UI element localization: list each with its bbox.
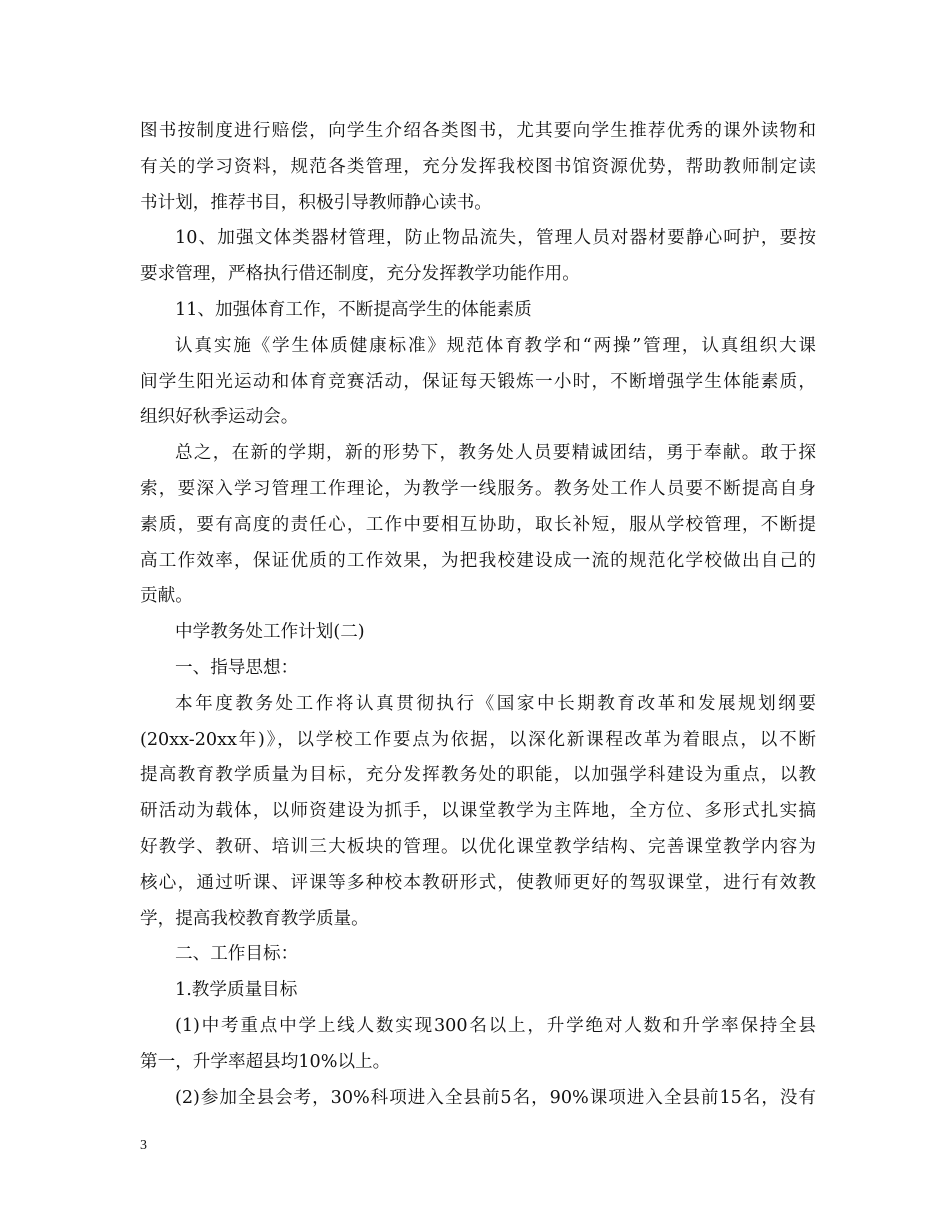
text-line: 二、工作目标： (175, 944, 299, 965)
text-line: (20xx-20xx年)》，以学校工作要点为依据，以深化新课程改革为着眼点，以不断 (140, 729, 816, 750)
text-line: (2)参加全县会考，30%科项进入全县前5名，90%课项进入全县前15名，没有 (175, 1087, 816, 1108)
text-line: 间学生阳光运动和体育竞赛活动，保证每天锻炼一小时，不断增强学生体能素质， (140, 371, 816, 392)
text-line: 本年度教务处工作将认真贯彻执行《国家中长期教育改革和发展规划纲要 (175, 693, 816, 714)
text-line: 贡献。 (140, 586, 193, 607)
text-line: 第一，升学率超县均10%以上。 (140, 1051, 391, 1072)
text-line: 11、加强体育工作，不断提高学生的体能素质 (175, 299, 532, 320)
text-line: 认真实施《学生体质健康标准》规范体育教学和“两操”管理，认真组织大课 (175, 335, 816, 356)
text-line: 10、加强文体类器材管理，防止物品流失，管理人员对器材要静心呵护，要按 (175, 228, 816, 249)
text-line: 一、指导思想： (175, 657, 299, 678)
text-line: 研活动为载体，以师资建设为抓手，以课堂教学为主阵地，全方位、多形式扎实搞 (140, 801, 816, 822)
text-line: 高工作效率，保证优质的工作效果，为把我校建设成一流的规范化学校做出自己的 (140, 550, 816, 571)
text-line: 素质，要有高度的责任心，工作中要相互协助，取长补短，服从学校管理，不断提 (140, 514, 816, 535)
text-line: 要求管理，严格执行借还制度，充分发挥教学功能作用。 (140, 264, 580, 285)
text-line: (1)中考重点中学上线人数实现300名以上，升学绝对人数和升学率保持全县 (175, 1015, 816, 1036)
text-line: 学，提高我校教育教学质量。 (140, 908, 369, 929)
text-line: 1.教学质量目标 (175, 980, 298, 1001)
text-line: 书计划，推荐书目，积极引导教师静心读书。 (140, 192, 492, 213)
text-line: 核心，通过听课、评课等多种校本教研形式，使教师更好的驾驭课堂，进行有效教 (140, 872, 816, 893)
text-line: 提高教育教学质量为目标，充分发挥教务处的职能，以加强学科建设为重点，以教 (140, 765, 816, 786)
page-number: 3 (140, 1138, 147, 1153)
text-line: 好教学、教研、培训三大板块的管理。以优化课堂教学结构、完善课堂教学内容为 (140, 836, 816, 857)
text-line: 索，要深入学习管理工作理论，为教学一线服务。教务处工作人员要不断提高自身 (140, 478, 816, 499)
text-line: 图书按制度进行赔偿，向学生介绍各类图书，尤其要向学生推荐优秀的课外读物和 (140, 121, 816, 141)
document-body (140, 114, 816, 1116)
text-line: 总之，在新的学期，新的形势下，教务处人员要精诚团结，勇于奉献。敢于探 (175, 443, 816, 464)
text-line: 有关的学习资料，规范各类管理，充分发挥我校图书馆资源优势，帮助教师制定读 (140, 156, 816, 177)
text-line: 组织好秋季运动会。 (140, 407, 299, 428)
text-line: 中学教务处工作计划(二) (175, 622, 365, 643)
